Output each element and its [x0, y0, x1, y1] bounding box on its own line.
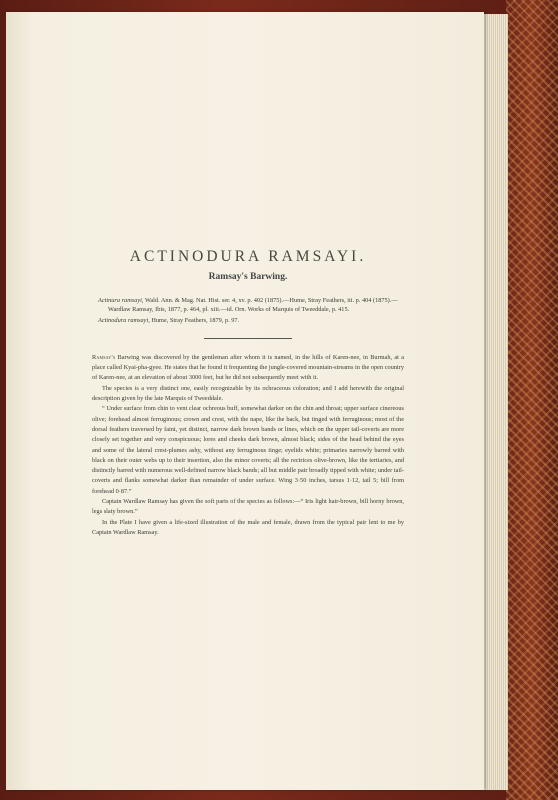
- common-name: Ramsay's Barwing.: [208, 272, 288, 282]
- reference-citation: Hume, Stray Feathers, 1879, p. 97.: [149, 316, 240, 324]
- reference-entry: [98, 296, 404, 315]
- page-content: [92, 240, 404, 538]
- paragraph: The species is a very distinct one, easily recognizable by its ochraceous coloration; and I add herewith the original description given by the late Marquis of Tweeddale.: [92, 384, 404, 403]
- paragraph: [92, 353, 404, 384]
- synonymy-references: [98, 296, 404, 325]
- paragraph: Captain Wardlaw Ramsay has given the soft parts of the species as follows:—“ Iris light hair-brown, bill horny brown, legs slaty brown.”: [92, 498, 404, 516]
- species-title: ACTINODURA RAMSAYI.: [129, 248, 367, 265]
- decorative-binding: [506, 0, 558, 800]
- page: [6, 12, 484, 790]
- paragraph-text: Barwing was discovered by the gentleman after whom it is named, in the hills of Karen-nee, in Burmah, at a place called Kyai-pha-gyee. He states that he found it frequenting the jungle-covered mountain-streams in the open country of Karen-nee, at an elevation of about 3000 feet, but he did not subsequently meet with it.: [92, 353, 404, 382]
- reference-name: Actinura ramsayi,: [98, 297, 144, 304]
- body-text: [92, 353, 404, 538]
- paragraph: “ Under surface from chin to vent clear ochreous buff, somewhat darker on the chin and throat; upper surface cinereous olive; forehead almost ferruginous; crown and crest, with the nape, like the back, but tinged with ferruginous; most of the dorsal feathers traversed by faint, yet distinct, narrow dark brown bands or lines, which on the upper tail-coverts are more closely set together and very conspicuous; lores and cheeks dark brown, almost black; sides of the head behind the eyes and some of the lateral crest-plumes ashy, without any ferruginous tinge; eyelids white; primaries narrowly barred with black on their outer webs up to their insertion, also the minor coverts; all the rectrices olive-brown, like the tertiaries, and distinctly barred with numerous well-defined narrow black bands; all but middle pair broadly tipped with white; under tail-coverts and flanks somewhat darker than remainder of under surface. Wing 3·50 inches, tarsus 1·12, tail 5; bill from forehead 0·87.”: [92, 405, 404, 495]
- divider-rule: [204, 338, 292, 339]
- paragraph-lead: Ramsay's: [92, 353, 116, 361]
- paragraph: In the Plate I have given a life-sized illustration of the male and female, drawn from the typical pair lent to me by Captain Wardlaw Ramsay.: [92, 518, 404, 536]
- reference-name: Actinodura ramsayi,: [98, 316, 150, 324]
- reference-entry: [98, 316, 404, 325]
- reference-citation: Wald. Ann. & Mag. Nat. Hist. ser. 4, xv. p. 402 (1875).—Hume, Stray Feathers, iii. p. 404 (1875).—Wardlaw Ramsay, Ibis, 1877, p. 464, pl. xiii.—id. Orn. Works of Marquis of Tweeddale, p. 415.: [108, 297, 398, 314]
